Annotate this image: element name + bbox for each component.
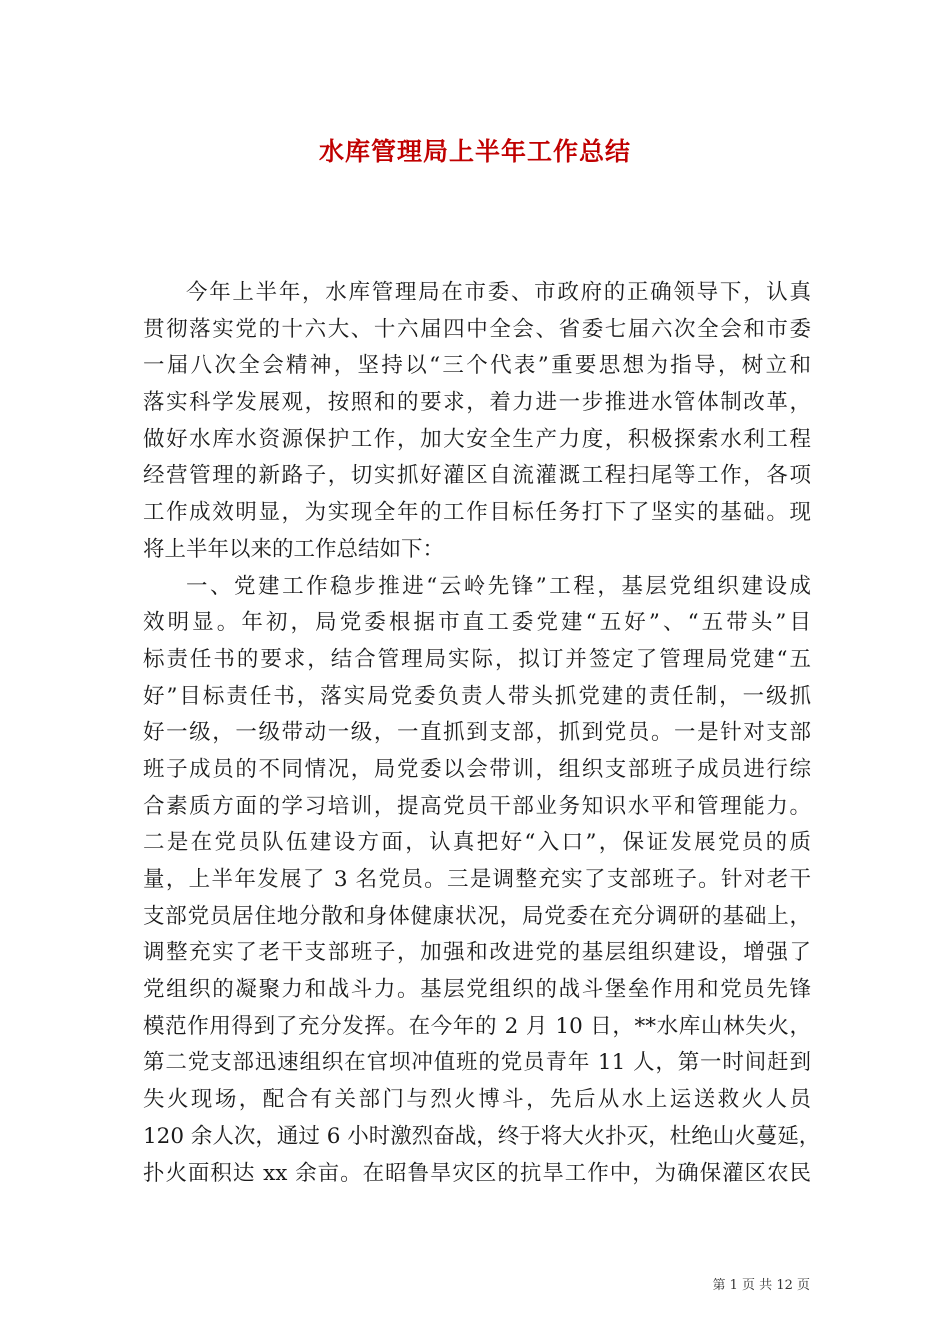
body-line: 第二党支部迅速组织在官坝冲值班的党员青年 11 人，第一时间赶到: [143, 1050, 811, 1076]
body-line: 党组织的凝聚力和战斗力。基层党组织的战斗堡垒作用和党员先锋: [143, 977, 811, 1003]
body-line: 合素质方面的学习培训，提高党员干部业务知识水平和管理能力。: [143, 793, 811, 819]
body-line: 一、党建工作稳步推进“云岭先锋”工程，基层党组织建设成: [186, 573, 811, 599]
document-title: 水库管理局上半年工作总结: [318, 137, 631, 166]
body-line: 落实科学发展观，按照和的要求，着力进一步推进水管体制改革，: [143, 390, 811, 416]
body-line: 班子成员的不同情况，局党委以会带训，组织支部班子成员进行综: [143, 756, 811, 782]
body-line: 今年上半年，水库管理局在市委、市政府的正确领导下，认真: [186, 280, 811, 305]
document-body: [143, 275, 821, 1192]
page-number: 第 1 页 共 12 页: [712, 1278, 810, 1293]
body-line: 支部党员居住地分散和身体健康状况，局党委在充分调研的基础上，: [143, 903, 811, 929]
body-line: 将上半年以来的工作总结如下：: [143, 536, 445, 562]
body-line: 调整充实了老干支部班子，加强和改进党的基层组织建设，增强了: [143, 940, 811, 966]
body-line: 二是在党员队伍建设方面，认真把好“入口”，保证发展党员的质: [143, 830, 811, 856]
body-line: 经营管理的新路子，切实抓好灌区自流灌溉工程扫尾等工作，各项: [143, 463, 811, 489]
body-line: 扑火面积达 xx 余亩。在昭鲁旱灾区的抗旱工作中，为确保灌区农民: [143, 1160, 811, 1186]
body-line: 模范作用得到了充分发挥。在今年的 2 月 10 日，**水库山林失火，: [143, 1013, 811, 1039]
body-line: 一届八次全会精神，坚持以“三个代表”重要思想为指导，树立和: [143, 353, 811, 379]
body-line: 120 余人次，通过 6 小时激烈奋战，终于将大火扑灭，杜绝山火蔓延，: [143, 1123, 821, 1149]
body-line: 失火现场，配合有关部门与烈火博斗，先后从水上运送救火人员: [143, 1087, 811, 1113]
body-line: 效明显。年初，局党委根据市直工委党建“五好”、“五带头”目: [143, 610, 811, 636]
body-line: 标责任书的要求，结合管理局实际，拟订并签定了管理局党建“五: [143, 646, 811, 672]
body-line: 贯彻落实党的十六大、十六届四中全会、省委七届六次全会和市委: [143, 316, 811, 342]
body-line: 好”目标责任书，落实局党委负责人带头抓党建的责任制，一级抓: [143, 683, 811, 709]
body-line: 工作成效明显，为实现全年的工作目标任务打下了坚实的基础。现: [143, 500, 811, 526]
body-line: 量，上半年发展了 3 名党员。三是调整充实了支部班子。针对老干: [143, 867, 811, 892]
body-line: 做好水库水资源保护工作，加大安全生产力度，积极探索水利工程: [143, 426, 811, 452]
body-line: 好一级，一级带动一级，一直抓到支部，抓到党员。一是针对支部: [143, 720, 811, 746]
